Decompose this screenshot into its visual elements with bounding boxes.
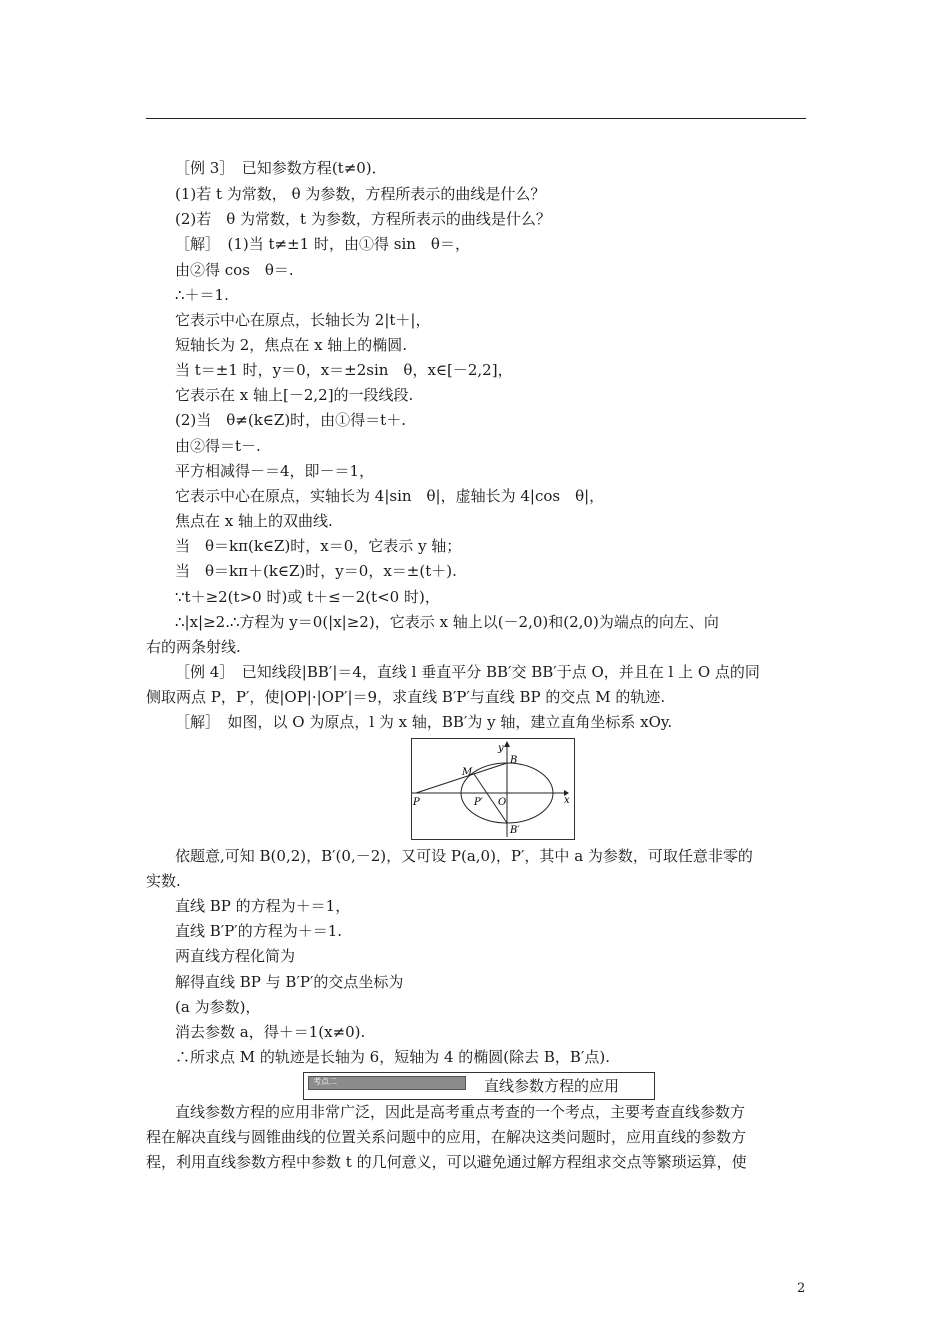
text-line: 直线参数方程的应用非常广泛，因此是高考重点考查的一个考点，主要考查直线参数方: [175, 1103, 746, 1121]
text-line: 消去参数 a，得＋＝1(x≠0).: [175, 1023, 366, 1041]
text-line: 直线 BP 的方程为＋＝1，: [175, 897, 351, 915]
text-line: ∵t＋≥2(t>0 时)或 t＋≤－2(t<0 时)，: [175, 588, 440, 606]
text-line: 它表示在 x 轴上[－2,2]的一段线段.: [175, 386, 414, 404]
text-line: 解得直线 BP 与 B′P′的交点坐标为: [175, 973, 404, 991]
text-line: 两直线方程化简为: [175, 947, 296, 965]
text-line: 实数.: [146, 872, 181, 890]
text-line: (a 为参数)，: [175, 998, 261, 1016]
label-P-prime: P′: [474, 797, 483, 808]
text-line: 由②得＝t－.: [175, 437, 261, 455]
text-line: 当 θ＝kπ(k∈Z)时，x＝0，它表示 y 轴；: [175, 537, 462, 555]
text-line: 焦点在 x 轴上的双曲线.: [175, 512, 333, 530]
text-line: (2)若 θ 为常数，t 为参数，方程所表示的曲线是什么？: [175, 210, 551, 228]
label-B-prime: B′: [510, 825, 520, 836]
label-M: M: [462, 767, 473, 778]
text-line: ［解］ 如图，以 O 为原点，l 为 x 轴，BB′为 y 轴，建立直角坐标系 xOy.: [175, 713, 673, 731]
section-tag: [308, 1076, 466, 1090]
text-line: (2)当 θ≠(k∈Z)时，由①得＝t＋.: [175, 411, 406, 429]
text-line: ［解］ (1)当 t≠±1 时，由①得 sin θ＝，: [175, 235, 470, 253]
text-line: ∴所求点 M 的轨迹是长轴为 6，短轴为 4 的椭圆(除去 B，B′点).: [175, 1048, 610, 1066]
page-number: 2: [797, 1281, 806, 1296]
text-line: 依题意,可知 B(0,2)，B′(0,－2)，又可设 P(a,0)，P′，其中 a 为参数，可取任意非零的: [175, 847, 753, 865]
text-line: 由②得 cos θ＝.: [175, 261, 294, 279]
text-line: (1)若 t 为常数， θ 为参数，方程所表示的曲线是什么？: [175, 185, 546, 203]
text-line: 程，利用直线参数方程中参数 t 的几何意义，可以避免通过解方程组求交点等繁琐运算，使: [146, 1153, 747, 1171]
text-line: ［例 4］ 已知线段|BB′|＝4，直线 l 垂直平分 BB′交 BB′于点 O，并且在 l 上 O 点的同: [175, 663, 760, 681]
label-B: B: [510, 755, 518, 766]
label-O: O: [498, 797, 507, 808]
text-line: 它表示中心在原点，长轴长为 2|t＋|，: [175, 311, 431, 329]
text-line: 当 θ＝kπ＋(k∈Z)时，y＝0，x＝±(t＋).: [175, 562, 457, 580]
text-line: 短轴长为 2，焦点在 x 轴上的椭圆.: [175, 336, 408, 354]
text-line: ∴|x|≥2.∴方程为 y＝0(|x|≥2)，它表示 x 轴上以(－2,0)和(2,0)为端点的向左、向: [175, 613, 719, 631]
section-heading: [303, 1072, 655, 1100]
section-tag-label: 考点二: [313, 1077, 337, 1086]
text-line: 直线 B′P′的方程为＋＝1.: [175, 922, 343, 940]
text-line: 它表示中心在原点，实轴长为 4|sin θ|，虚轴长为 4|cos θ|，: [175, 487, 605, 505]
text-line: 侧取两点 P，P′，使|OP|·|OP′|＝9，求直线 B′P′与直线 BP 的交点 M 的轨迹.: [146, 688, 666, 706]
text-line: 右的两条射线.: [146, 638, 241, 656]
label-P: P: [413, 797, 420, 808]
text-line: ∴＋＝1.: [175, 286, 229, 304]
figure-svg: [412, 739, 574, 839]
text-line: 当 t＝±1 时，y＝0，x＝±2sin θ，x∈[－2,2]，: [175, 361, 513, 379]
section-title: 直线参数方程的应用: [484, 1077, 620, 1095]
header-rule: [146, 118, 806, 119]
label-y: y: [498, 743, 504, 754]
text-line: ［例 3］ 已知参数方程(t≠0)．: [175, 159, 387, 177]
text-line: 平方相减得－＝4，即－＝1，: [175, 462, 375, 480]
text-line: 程在解决直线与圆锥曲线的位置关系问题中的应用，在解决这类问题时，应用直线的参数方: [146, 1128, 747, 1146]
label-x: x: [564, 795, 570, 806]
ellipse-figure: [411, 738, 575, 840]
